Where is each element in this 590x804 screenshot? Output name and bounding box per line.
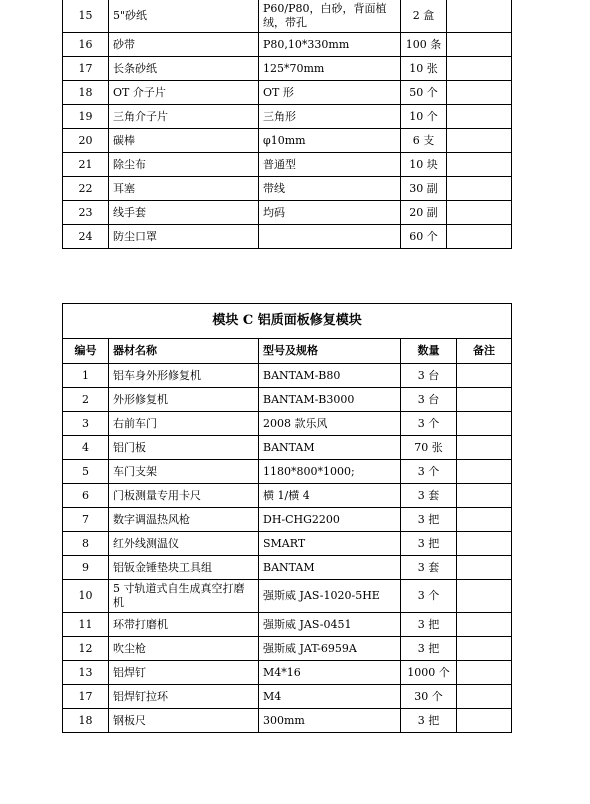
cell-no: 2 xyxy=(63,388,109,412)
table-row xyxy=(63,613,512,637)
cell-qty: 3 把 xyxy=(401,709,457,733)
cell-qty: 3 个 xyxy=(401,460,457,484)
header-no: 编号 xyxy=(63,339,109,364)
cell-note xyxy=(447,153,512,177)
header-qty: 数量 xyxy=(401,339,457,364)
table-row xyxy=(63,33,512,57)
cell-spec: 带线 xyxy=(259,177,401,201)
cell-spec: M4*16 xyxy=(259,661,401,685)
table-row xyxy=(63,153,512,177)
cell-spec: BANTAM xyxy=(259,556,401,580)
cell-name: 线手套 xyxy=(109,201,259,225)
cell-no: 16 xyxy=(63,33,109,57)
equipment-table-continued xyxy=(62,0,512,249)
cell-name: 5 寸轨道式自生成真空打磨机 xyxy=(109,580,259,613)
cell-no: 9 xyxy=(63,556,109,580)
table-row xyxy=(63,364,512,388)
cell-no: 19 xyxy=(63,105,109,129)
cell-qty: 3 套 xyxy=(401,556,457,580)
cell-qty: 10 个 xyxy=(401,105,447,129)
cell-spec xyxy=(259,225,401,249)
cell-name: 铝焊钉拉环 xyxy=(109,685,259,709)
table-row xyxy=(63,388,512,412)
cell-qty: 2 盒 xyxy=(401,0,447,33)
cell-name: 铝钣金锤垫块工具组 xyxy=(109,556,259,580)
cell-note xyxy=(457,484,512,508)
cell-name: 右前车门 xyxy=(109,412,259,436)
cell-no: 12 xyxy=(63,637,109,661)
cell-spec: 普通型 xyxy=(259,153,401,177)
cell-spec: BANTAM-B3000 xyxy=(259,388,401,412)
cell-no: 8 xyxy=(63,532,109,556)
cell-no: 7 xyxy=(63,508,109,532)
cell-no: 6 xyxy=(63,484,109,508)
cell-no: 17 xyxy=(63,685,109,709)
cell-qty: 3 把 xyxy=(401,532,457,556)
cell-no: 21 xyxy=(63,153,109,177)
cell-no: 3 xyxy=(63,412,109,436)
cell-qty: 3 套 xyxy=(401,484,457,508)
cell-name: 门板测量专用卡尺 xyxy=(109,484,259,508)
cell-qty: 50 个 xyxy=(401,81,447,105)
cell-name: 钢板尺 xyxy=(109,709,259,733)
cell-spec: M4 xyxy=(259,685,401,709)
cell-qty: 10 块 xyxy=(401,153,447,177)
table-row xyxy=(63,0,512,33)
cell-note xyxy=(457,556,512,580)
cell-spec: OT 形 xyxy=(259,81,401,105)
cell-note xyxy=(457,388,512,412)
module-c-table xyxy=(62,303,512,733)
table-row xyxy=(63,580,512,613)
cell-note xyxy=(457,532,512,556)
cell-no: 18 xyxy=(63,709,109,733)
cell-name: 碳棒 xyxy=(109,129,259,153)
cell-spec: SMART xyxy=(259,532,401,556)
cell-qty: 3 个 xyxy=(401,580,457,613)
cell-note xyxy=(457,508,512,532)
cell-note xyxy=(447,81,512,105)
cell-name: 吹尘枪 xyxy=(109,637,259,661)
equipment-table-continued-body xyxy=(63,0,512,249)
table-row xyxy=(63,201,512,225)
cell-no: 22 xyxy=(63,177,109,201)
cell-qty: 30 个 xyxy=(401,685,457,709)
cell-note xyxy=(457,661,512,685)
cell-spec: 300mm xyxy=(259,709,401,733)
cell-qty: 3 把 xyxy=(401,508,457,532)
cell-no: 23 xyxy=(63,201,109,225)
cell-no: 10 xyxy=(63,580,109,613)
cell-qty: 3 台 xyxy=(401,388,457,412)
cell-name: 耳塞 xyxy=(109,177,259,201)
cell-no: 5 xyxy=(63,460,109,484)
cell-spec: 强斯威 JAT-6959A xyxy=(259,637,401,661)
cell-qty: 100 条 xyxy=(401,33,447,57)
cell-no: 20 xyxy=(63,129,109,153)
cell-spec: φ10mm xyxy=(259,129,401,153)
table-row xyxy=(63,81,512,105)
cell-note xyxy=(457,637,512,661)
table-row xyxy=(63,508,512,532)
table-row xyxy=(63,225,512,249)
cell-spec: 1180*800*1000; xyxy=(259,460,401,484)
cell-note xyxy=(457,685,512,709)
cell-name: 外形修复机 xyxy=(109,388,259,412)
cell-no: 4 xyxy=(63,436,109,460)
cell-name: 长条砂纸 xyxy=(109,57,259,81)
cell-name: 砂带 xyxy=(109,33,259,57)
cell-note xyxy=(447,33,512,57)
cell-spec: P60/P80，白砂，背面植绒，带孔 xyxy=(259,0,401,33)
cell-qty: 6 支 xyxy=(401,129,447,153)
cell-no: 1 xyxy=(63,364,109,388)
cell-no: 11 xyxy=(63,613,109,637)
cell-note xyxy=(457,613,512,637)
cell-qty: 3 台 xyxy=(401,364,457,388)
header-spec: 型号及规格 xyxy=(259,339,401,364)
cell-qty: 70 张 xyxy=(401,436,457,460)
cell-note xyxy=(447,0,512,33)
table-row xyxy=(63,177,512,201)
cell-qty: 30 副 xyxy=(401,177,447,201)
module-c-table-body xyxy=(63,364,512,733)
header-note: 备注 xyxy=(457,339,512,364)
cell-note xyxy=(447,57,512,81)
cell-spec: P80,10*330mm xyxy=(259,33,401,57)
table-row xyxy=(63,556,512,580)
cell-name: OT 介子片 xyxy=(109,81,259,105)
cell-note xyxy=(457,460,512,484)
cell-name: 铝焊钉 xyxy=(109,661,259,685)
cell-no: 17 xyxy=(63,57,109,81)
cell-name: 除尘布 xyxy=(109,153,259,177)
cell-qty: 3 把 xyxy=(401,613,457,637)
cell-name: 5"砂纸 xyxy=(109,0,259,33)
cell-note xyxy=(457,412,512,436)
cell-qty: 1000 个 xyxy=(401,661,457,685)
cell-no: 24 xyxy=(63,225,109,249)
cell-spec: BANTAM xyxy=(259,436,401,460)
table-row xyxy=(63,105,512,129)
cell-note xyxy=(457,436,512,460)
cell-spec: 强斯威 JAS-0451 xyxy=(259,613,401,637)
cell-name: 车门支架 xyxy=(109,460,259,484)
table-row xyxy=(63,637,512,661)
cell-qty: 10 张 xyxy=(401,57,447,81)
cell-note xyxy=(447,129,512,153)
header-name: 器材名称 xyxy=(109,339,259,364)
cell-spec: 横 1/横 4 xyxy=(259,484,401,508)
cell-note xyxy=(457,709,512,733)
cell-spec: BANTAM-B80 xyxy=(259,364,401,388)
cell-spec: 强斯威 JAS-1020-5HE xyxy=(259,580,401,613)
cell-note xyxy=(457,580,512,613)
cell-name: 红外线测温仪 xyxy=(109,532,259,556)
table-row xyxy=(63,661,512,685)
cell-name: 数字调温热风枪 xyxy=(109,508,259,532)
table-row xyxy=(63,57,512,81)
table-row xyxy=(63,129,512,153)
cell-qty: 3 个 xyxy=(401,412,457,436)
cell-qty: 3 把 xyxy=(401,637,457,661)
cell-no: 13 xyxy=(63,661,109,685)
cell-name: 环带打磨机 xyxy=(109,613,259,637)
table-row xyxy=(63,436,512,460)
cell-spec: 125*70mm xyxy=(259,57,401,81)
cell-no: 15 xyxy=(63,0,109,33)
table-row xyxy=(63,685,512,709)
cell-note xyxy=(457,364,512,388)
cell-name: 铝门板 xyxy=(109,436,259,460)
cell-name: 铝车身外形修复机 xyxy=(109,364,259,388)
cell-spec: 三角形 xyxy=(259,105,401,129)
module-c-title: 模块 C 铝质面板修复模块 xyxy=(63,304,512,339)
table-row xyxy=(63,412,512,436)
cell-note xyxy=(447,201,512,225)
table-row xyxy=(63,484,512,508)
cell-note xyxy=(447,177,512,201)
cell-note xyxy=(447,225,512,249)
table-row xyxy=(63,709,512,733)
cell-spec: 2008 款乐风 xyxy=(259,412,401,436)
cell-qty: 20 副 xyxy=(401,201,447,225)
cell-name: 三角介子片 xyxy=(109,105,259,129)
cell-qty: 60 个 xyxy=(401,225,447,249)
cell-no: 18 xyxy=(63,81,109,105)
module-c-header-row xyxy=(63,339,512,364)
cell-spec: 均码 xyxy=(259,201,401,225)
cell-note xyxy=(447,105,512,129)
cell-name: 防尘口罩 xyxy=(109,225,259,249)
table-row xyxy=(63,532,512,556)
table-row xyxy=(63,460,512,484)
cell-spec: DH-CHG2200 xyxy=(259,508,401,532)
